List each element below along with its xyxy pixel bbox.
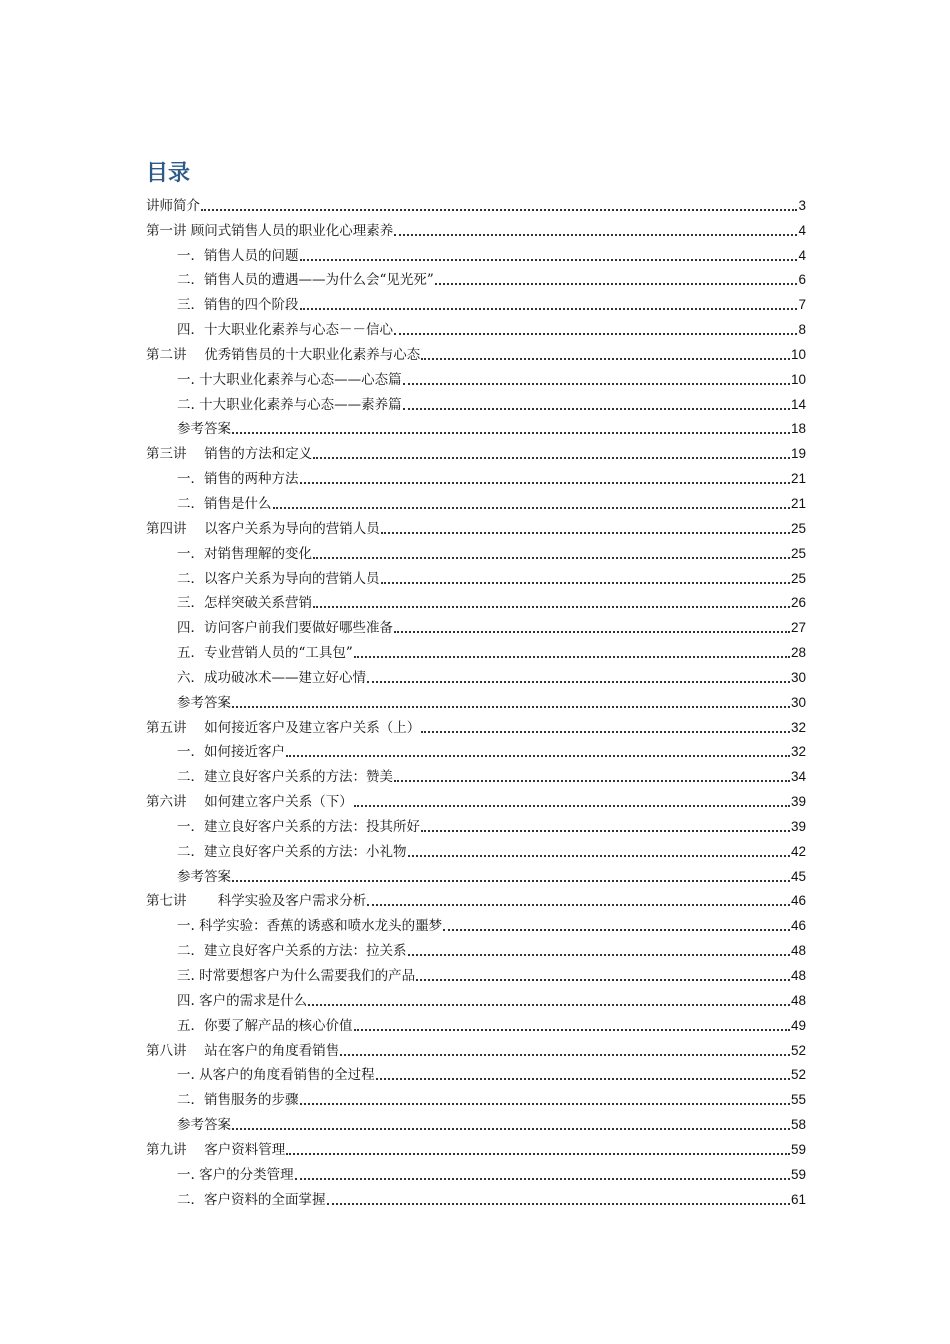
toc-subentry[interactable] <box>146 265 806 290</box>
toc-page-number: 42 <box>790 843 806 859</box>
toc-subentry[interactable] <box>146 389 806 414</box>
toc-entry-text: 第七讲 科学实验及客户需求分析 <box>146 893 367 910</box>
toc-entry-text: 一. 客户的分类管理 <box>177 1166 294 1183</box>
toc-entry-text: 第一讲 顾问式销售人员的职业化心理素养 <box>146 222 394 239</box>
toc-entry-text: 一. 从客户的角度看销售的全过程 <box>177 1067 375 1084</box>
toc-dot-leader <box>394 234 797 236</box>
toc-entry-text: 四．十大职业化素养与心态－－信心 <box>177 322 393 339</box>
toc-subentry[interactable] <box>146 1084 806 1109</box>
toc-subentry[interactable] <box>146 811 806 836</box>
toc-entry-text: 参考答案 <box>177 868 231 885</box>
toc-dot-leader <box>327 1203 790 1205</box>
toc-subentry[interactable] <box>146 240 806 265</box>
toc-dot-leader <box>232 880 790 882</box>
toc-subentry[interactable] <box>146 1159 806 1184</box>
toc-subentry[interactable] <box>146 314 806 339</box>
toc-entry-text: 一．销售人员的问题 <box>177 247 299 264</box>
toc-subentry[interactable] <box>146 1184 806 1209</box>
toc-dot-leader <box>354 656 790 658</box>
toc-chapter-entry[interactable] <box>146 438 806 463</box>
toc-page-number: 52 <box>790 1067 806 1083</box>
toc-entry-text: 二．建立良好客户关系的方法：拉关系 <box>177 943 407 960</box>
toc-page-number: 26 <box>790 595 806 611</box>
toc-page-number: 18 <box>790 421 806 437</box>
toc-entry-text: 四. 客户的需求是什么 <box>177 992 308 1009</box>
toc-dot-leader <box>421 358 790 360</box>
toc-subentry[interactable] <box>146 563 806 588</box>
toc-dot-leader <box>435 283 798 285</box>
toc-page-number: 25 <box>790 545 806 561</box>
toc-subentry[interactable] <box>146 414 806 439</box>
toc-entry-text: 二．销售服务的步骤 <box>177 1092 299 1109</box>
toc-page-number: 10 <box>790 346 806 362</box>
toc-page-number: 49 <box>790 1017 806 1033</box>
toc-dot-leader <box>443 929 790 931</box>
toc-page-number: 61 <box>790 1191 806 1207</box>
toc-subentry[interactable] <box>146 588 806 613</box>
toc-page-number: 25 <box>790 570 806 586</box>
toc-page-number: 48 <box>790 943 806 959</box>
toc-dot-leader <box>403 408 790 410</box>
toc-page-number: 59 <box>790 1166 806 1182</box>
toc-entry-text: 三．销售的四个阶段 <box>177 297 299 314</box>
toc-entry-text: 第八讲 站在客户的角度看销售 <box>146 1042 340 1059</box>
toc-dot-leader <box>408 954 790 956</box>
toc-subentry[interactable] <box>146 836 806 861</box>
toc-entry-text: 四．访问客户前我们要做好哪些准备 <box>177 620 393 637</box>
toc-page-number: 32 <box>790 744 806 760</box>
toc-subentry[interactable] <box>146 985 806 1010</box>
toc-entry-text: 一．对销售理解的变化 <box>177 545 312 562</box>
toc-dot-leader <box>273 507 790 509</box>
toc-subentry[interactable] <box>146 687 806 712</box>
toc-entry-text: 讲师简介 <box>146 197 200 214</box>
toc-subentry[interactable] <box>146 1010 806 1035</box>
toc-page-number: 45 <box>790 868 806 884</box>
toc-page-number: 58 <box>790 1117 806 1133</box>
toc-chapter-entry[interactable] <box>146 786 806 811</box>
toc-page-number: 19 <box>790 446 806 462</box>
toc-page-number: 55 <box>790 1092 806 1108</box>
toc-chapter-entry[interactable] <box>146 513 806 538</box>
toc-page-number: 25 <box>790 520 806 536</box>
toc-dot-leader <box>408 855 790 857</box>
toc-subentry[interactable] <box>146 861 806 886</box>
toc-dot-leader <box>232 1128 790 1130</box>
toc-page-number: 46 <box>790 918 806 934</box>
toc-dot-leader <box>295 1178 790 1180</box>
toc-chapter-entry[interactable] <box>146 886 806 911</box>
toc-dot-leader <box>394 631 790 633</box>
toc-page-number: 32 <box>790 719 806 735</box>
toc-entry-text: 第六讲 如何建立客户关系（下） <box>146 794 353 811</box>
toc-dot-leader <box>313 457 790 459</box>
toc-dot-leader <box>232 432 790 434</box>
toc-entry-text: 参考答案 <box>177 694 231 711</box>
toc-page-number: 4 <box>798 247 806 263</box>
toc-dot-leader <box>201 209 797 211</box>
toc-dot-leader <box>403 383 790 385</box>
toc-entry-text: 参考答案 <box>177 421 231 438</box>
toc-page-number: 21 <box>790 495 806 511</box>
toc-subentry[interactable] <box>146 1109 806 1134</box>
toc-dot-leader <box>381 532 790 534</box>
toc-entry-text: 二. 十大职业化素养与心态——素养篇 <box>177 396 402 413</box>
toc-list <box>146 190 806 1209</box>
toc-entry-text: 三．怎样突破关系营销 <box>177 595 312 612</box>
toc-page-number: 39 <box>790 794 806 810</box>
toc-page-number: 30 <box>790 694 806 710</box>
toc-page-number: 7 <box>798 297 806 313</box>
toc-page-number: 27 <box>790 620 806 636</box>
toc-subentry[interactable] <box>146 612 806 637</box>
toc-page-number: 48 <box>790 968 806 983</box>
toc-dot-leader <box>308 1004 790 1006</box>
toc-dot-leader <box>354 1029 790 1031</box>
toc-page-number: 8 <box>798 322 806 338</box>
toc-entry-text: 一．销售的两种方法 <box>177 471 299 488</box>
toc-chapter-entry[interactable] <box>146 339 806 364</box>
toc-entry-text: 参考答案 <box>177 1117 231 1134</box>
toc-page-number: 34 <box>790 769 806 785</box>
toc-entry-text: 二．建立良好客户关系的方法：赞美 <box>177 769 393 786</box>
toc-page-number: 48 <box>790 992 806 1008</box>
toc-dot-leader <box>232 706 790 708</box>
toc-entry-text: 二．销售人员的遭遇——为什么会“见光死” <box>177 272 434 289</box>
toc-chapter-entry[interactable] <box>146 1134 806 1159</box>
toc-page-number: 21 <box>790 471 806 487</box>
toc-subentry[interactable] <box>146 364 806 389</box>
toc-title: 目录 <box>146 161 191 186</box>
toc-entry-text: 一. 十大职业化素养与心态——心态篇 <box>177 371 402 388</box>
toc-page-number: 6 <box>798 272 806 288</box>
toc-page-number: 39 <box>790 818 806 834</box>
toc-entry-text: 五．专业营销人员的“工具包” <box>177 645 353 662</box>
toc-subentry[interactable] <box>146 637 806 662</box>
toc-entry-text: 第五讲 如何接近客户及建立客户关系（上） <box>146 719 421 736</box>
toc-entry-text: 第三讲 销售的方法和定义 <box>146 446 313 463</box>
toc-dot-leader <box>300 1103 790 1105</box>
toc-page-number: 52 <box>790 1042 806 1058</box>
toc-subentry[interactable] <box>146 463 806 488</box>
toc-page-number: 30 <box>790 669 806 685</box>
toc-dot-leader <box>300 259 798 261</box>
toc-dot-leader <box>286 755 790 757</box>
toc-dot-leader <box>416 979 790 981</box>
toc-entry-text: 二．以客户关系为导向的营销人员 <box>177 570 380 587</box>
toc-subentry[interactable] <box>146 538 806 563</box>
toc-subentry[interactable] <box>146 1060 806 1085</box>
toc-dot-leader <box>421 830 790 832</box>
toc-dot-leader <box>313 557 790 559</box>
toc-subentry[interactable] <box>146 960 806 985</box>
toc-chapter-entry[interactable] <box>146 1035 806 1060</box>
toc-entry-text: 二．建立良好客户关系的方法：小礼物 <box>177 843 407 860</box>
toc-subentry[interactable] <box>146 488 806 513</box>
toc-page-number: 3 <box>798 197 806 213</box>
toc-page-number: 28 <box>790 645 806 661</box>
toc-entry-text: 三. 时常要想客户为什么需要我们的产品 <box>177 968 416 984</box>
toc-chapter-entry[interactable] <box>146 215 806 240</box>
toc-dot-leader <box>394 780 790 782</box>
toc-dot-leader <box>367 904 790 906</box>
toc-entry-text: 第二讲 优秀销售员的十大职业化素养与心态 <box>146 346 421 363</box>
toc-subentry[interactable] <box>146 761 806 786</box>
toc-page-number: 46 <box>790 893 806 909</box>
toc-subentry[interactable] <box>146 289 806 314</box>
toc-subentry[interactable] <box>146 910 806 935</box>
toc-entry-text: 一. 科学实验：香蕉的诱惑和喷水龙头的噩梦 <box>177 918 443 935</box>
toc-page-number: 14 <box>790 396 806 412</box>
toc-dot-leader <box>421 731 790 733</box>
toc-subentry[interactable] <box>146 935 806 960</box>
toc-dot-leader <box>300 308 798 310</box>
toc-subentry[interactable] <box>146 662 806 687</box>
toc-dot-leader <box>300 482 790 484</box>
toc-entry-text: 二．客户资料的全面掌握 <box>177 1191 326 1208</box>
toc-entry-text: 一．如何接近客户 <box>177 744 285 761</box>
toc-entry-text: 五．你要了解产品的核心价值 <box>177 1017 353 1034</box>
toc-entry-text: 第四讲 以客户关系为导向的营销人员 <box>146 520 380 537</box>
toc-dot-leader <box>381 582 790 584</box>
toc-page-number: 10 <box>790 371 806 387</box>
toc-entry-text: 第九讲 客户资料管理 <box>146 1141 286 1158</box>
toc-entry-text: 一．建立良好客户关系的方法：投其所好 <box>177 818 420 835</box>
toc-page-number: 4 <box>798 222 806 238</box>
toc-dot-leader <box>354 805 790 807</box>
toc-entry-text: 六．成功破冰术——建立好心情 <box>177 669 366 686</box>
toc-dot-leader <box>313 606 790 608</box>
toc-dot-leader <box>340 1054 790 1056</box>
toc-chapter-entry[interactable] <box>146 712 806 737</box>
toc-dot-leader <box>376 1078 790 1080</box>
toc-entry-text: 二．销售是什么 <box>177 495 272 512</box>
toc-dot-leader <box>394 333 797 335</box>
toc-chapter-entry[interactable] <box>146 190 806 215</box>
toc-subentry[interactable] <box>146 737 806 762</box>
toc-dot-leader <box>367 681 790 683</box>
toc-page-number: 59 <box>790 1141 806 1157</box>
toc-dot-leader <box>286 1153 790 1155</box>
